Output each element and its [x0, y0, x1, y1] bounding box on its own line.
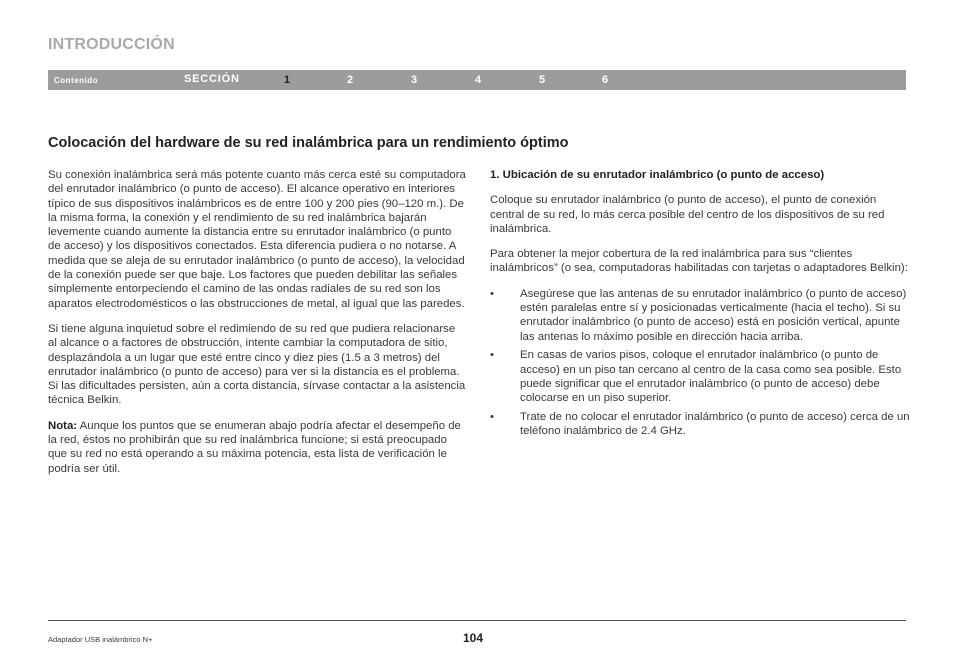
page-title: Colocación del hardware de su red inalámbrica para un rendimiento óptimo — [48, 135, 569, 151]
nav-section-label: SECCIÓN — [184, 73, 240, 85]
note-label: Nota: — [48, 419, 78, 432]
body-paragraph: Si tiene alguna inquietud sobre el redimiendo de su red que pudiera relacionarse al alcance o a factores de obstrucción, intente cambiar la computadora de sitio, desplazándola a un lugar que esté entre cinco y diez pies (1.5 a 3 metros) del enrutador inalámbrico (o punto de acceso) para ver si la distancia es el problema. Si las dificultades persisten, aún a corta distancia, sírvase contactar a la asistencia técnica Belkin. — [48, 322, 466, 407]
right-text-column — [490, 168, 910, 443]
nav-section-6-link[interactable]: 6 — [602, 74, 609, 86]
nav-contents-link[interactable]: Contenido — [54, 76, 99, 85]
bullet-icon: • — [490, 287, 494, 300]
left-text-column — [48, 168, 466, 487]
body-paragraph: Para obtener la mejor cobertura de la red inalámbrica para sus “clientes inalámbricos” (o sea, computadoras habilitadas con tarjetas o adaptadores Belkin): — [490, 248, 908, 275]
list-item — [490, 410, 910, 439]
bullet-icon: • — [490, 349, 494, 362]
footer-product-name: Adaptador USB inalámbrico N+ — [48, 635, 153, 644]
nav-section-4-link[interactable]: 4 — [475, 74, 482, 86]
body-paragraph: Su conexión inalámbrica será más potente cuanto más cerca esté su computadora del enrutador inalámbrico (o punto de acceso). El alcance operativo en interiores típico de sus dispositivos inalámbricos es de entre 100 y 200 pies (90–120 m.). De la misma forma, la conexión y el rendimiento de su red inalámbrica bajarán levemente cuando aumente la distancia entre su enrutador inalámbrico (o punto de acceso) y los dispositivos conectados. Esta diferencia pudiera o no notarse. A medida que se aleja de su enrutador inalámbrico (o punto de acceso), la velocidad de la conexión puede ser que baje. Los factores que pueden debilitar las señales simplemente entorpeciendo el camino de las ondas radiales de su red son los aparatos electrodomésticos o las obstrucciones de metal, al igual que las paredes. — [48, 169, 466, 310]
list-item-text: En casas de varios pisos, coloque el enrutador inalámbrico (o punto de acceso) en un piso tan cercano al centro de la casa como sea posible. Esto puede significar que el enrutador inalámbrico (o punto de acceso) debe colocarse en un piso superior. — [520, 349, 902, 405]
list-item — [490, 287, 910, 344]
footer-divider — [48, 620, 906, 621]
body-paragraph: Coloque su enrutador inalámbrico (o punto de acceso), el punto de conexión central de su red, lo más cerca posible del centro de los dispositivos de su red inalámbrica. — [490, 194, 885, 235]
nav-section-3-link[interactable]: 3 — [411, 74, 418, 86]
section-heading: INTRODUCCIÓN — [48, 36, 175, 53]
list-item-text: Asegúrese que las antenas de su enrutador inalámbrico (o punto de acceso) estén paralelas entre sí y posicionadas verticalmente (hacia el techo). Si su enrutador inalámbrico (o punto de acceso) está en posición vertical, apunte las antenas lo máximo posible en dirección hacia arriba. — [520, 287, 907, 343]
subsection-heading: 1. Ubicación de su enrutador inalámbrico (o punto de acceso) — [490, 169, 825, 181]
note-paragraph — [48, 419, 466, 476]
bullet-list — [490, 287, 910, 439]
page-number: 104 — [463, 631, 484, 645]
note-text: Aunque los puntos que se enumeran abajo podría afectar el desempeño de la red, éstos no prohibirán que su red inalámbrica funcione; si está preocupado que su red no está operando a su máxima potencia, esta lista de verificación le podría ser útil. — [48, 419, 461, 475]
bullet-icon: • — [490, 411, 494, 424]
list-item — [490, 348, 910, 405]
nav-section-2-link[interactable]: 2 — [347, 74, 354, 86]
nav-section-5-link[interactable]: 5 — [539, 74, 546, 86]
nav-section-1-link[interactable]: 1 — [284, 74, 291, 86]
section-navigation-bar — [48, 70, 906, 90]
list-item-text: Trate de no colocar el enrutador inalámbrico (o punto de acceso) cerca de un teléfono inalámbrico de 2.4 GHz. — [520, 411, 910, 438]
